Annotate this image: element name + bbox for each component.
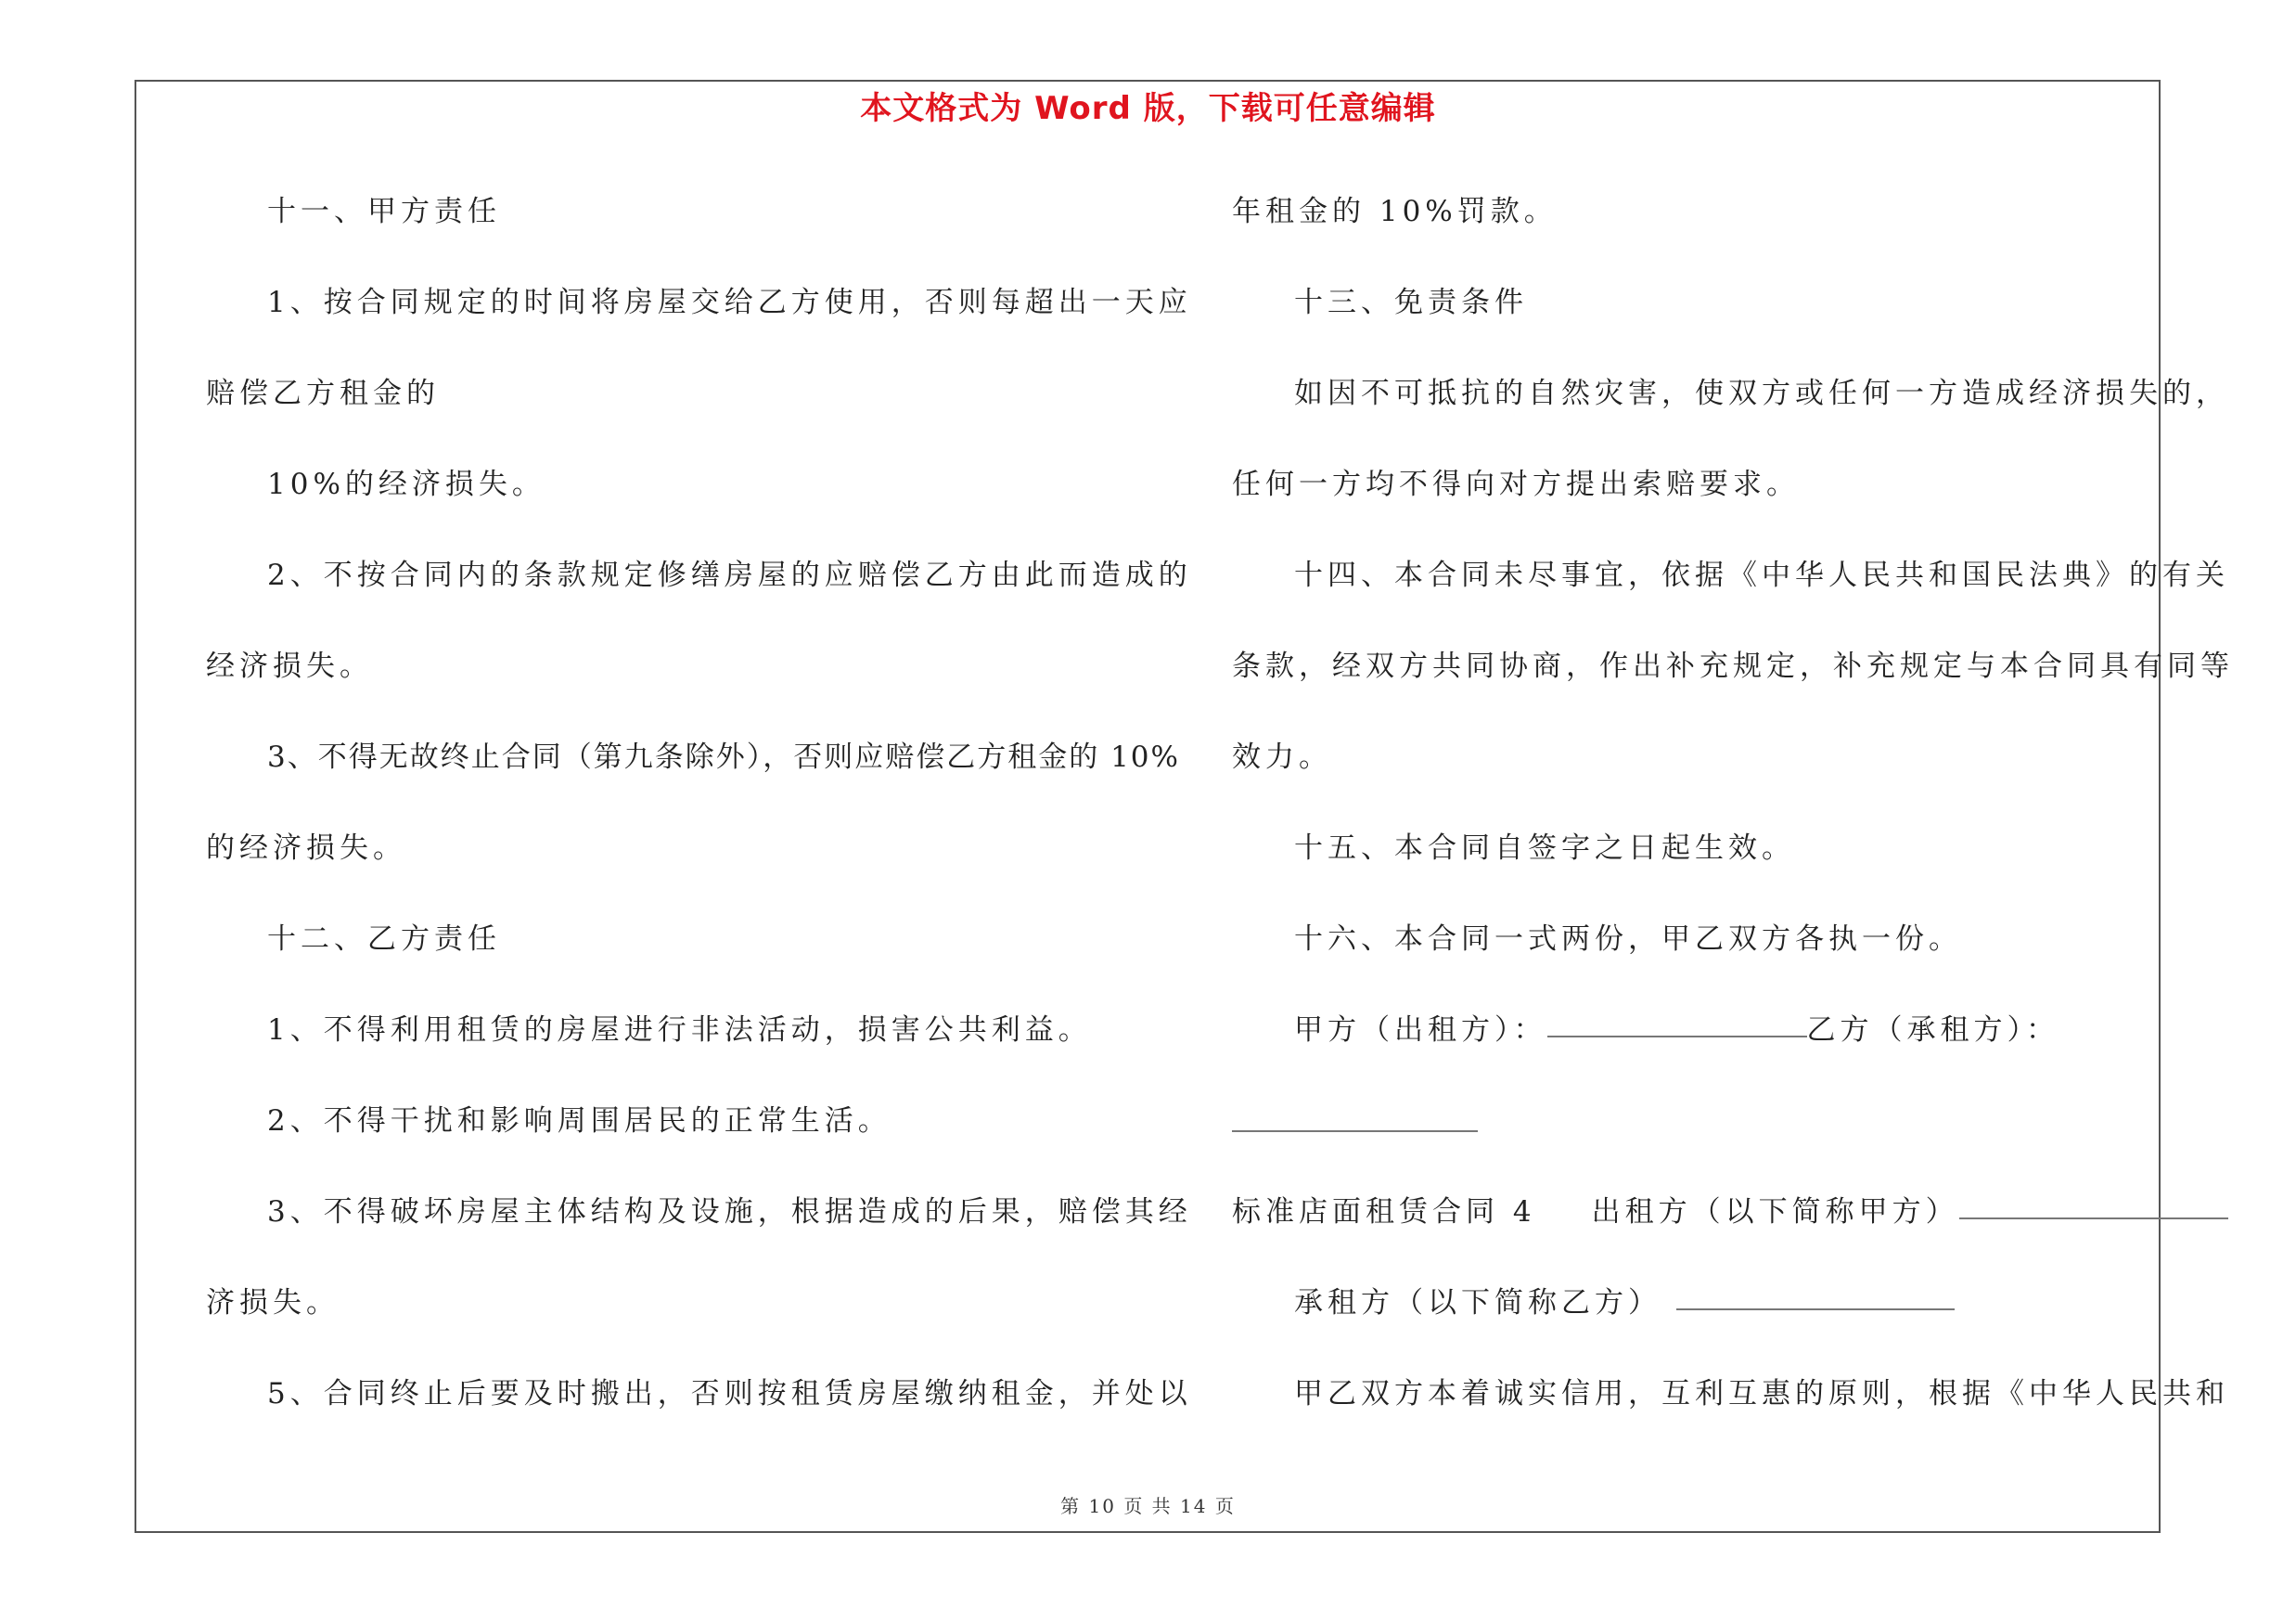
next-contract-title: 标准店面租赁合同 4: [1232, 1195, 1536, 1229]
paragraph-line: 十四、本合同未尽事宜，依据《中华人民共和国民法典》的有关: [1294, 559, 2229, 592]
paragraph-line: 年租金的 10%罚款。: [1232, 195, 1558, 228]
paragraph-line: 任何一方均不得向对方提出索赔要求。: [1232, 468, 1800, 501]
paragraph-line: 2、不得干扰和影响周围居民的正常生活。: [267, 1104, 891, 1138]
heading-section-11: 十一、甲方责任: [267, 195, 501, 228]
paragraph-line: 1、按合同规定的时间将房屋交给乙方使用，否则每超出一天应: [267, 286, 1192, 319]
paragraph-line: 十六、本合同一式两份，甲乙双方各执一份。: [1294, 922, 1962, 956]
lessor-blank: [1959, 1217, 2228, 1219]
heading-section-12: 十二、乙方责任: [267, 922, 501, 956]
paragraph-line: 效力。: [1232, 741, 1332, 774]
party-a-label: 甲方（出租方）：: [1294, 1013, 1547, 1047]
paragraph-line: 3、不得无故终止合同（第九条除外），否则应赔偿乙方租金的 10%: [267, 741, 1180, 774]
lessee-label: 承租方（以下简称乙方）: [1294, 1286, 1661, 1320]
paragraph-line: 十五、本合同自签字之日起生效。: [1294, 831, 1795, 865]
paragraph-line: 1、不得利用租赁的房屋进行非法活动，损害公共利益。: [267, 1013, 1092, 1047]
paragraph-line: 5、合同终止后要及时搬出，否则按租赁房屋缴纳租金，并处以: [267, 1377, 1192, 1410]
party-a-blank: [1547, 1036, 1807, 1037]
contract-intro-line: [1232, 1193, 2228, 1230]
signature-line: [1294, 1011, 2059, 1049]
party-b-label: 乙方（承租方）：: [1806, 1013, 2059, 1047]
paragraph-line: 济损失。: [206, 1286, 340, 1320]
heading-section-13: 十三、免责条件: [1294, 286, 1528, 319]
lessee-line: [1294, 1284, 1955, 1321]
paragraph-line: 2、不按合同内的条款规定修缮房屋的应赔偿乙方由此而造成的: [267, 559, 1192, 592]
paragraph-line: 赔偿乙方租金的: [206, 377, 440, 410]
paragraph-line: 甲乙双方本着诚实信用，互利互惠的原则，根据《中华人民共和: [1294, 1377, 2229, 1410]
paragraph-line: 10%的经济损失。: [267, 468, 545, 501]
paragraph-line: 3、不得破坏房屋主体结构及设施，根据造成的后果，赔偿其经: [267, 1195, 1192, 1229]
format-banner: 本文格式为 Word 版，下载可任意编辑: [860, 90, 1436, 127]
party-b-blank: [1232, 1130, 1478, 1132]
paragraph-line: 经济损失。: [206, 650, 373, 683]
lessor-label: 出租方（以下简称甲方）: [1591, 1195, 1959, 1229]
paragraph-line: 的经济损失。: [206, 831, 406, 865]
page-number: 第 10 页 共 14 页: [1060, 1495, 1236, 1517]
lessee-blank: [1676, 1308, 1955, 1310]
paragraph-line: 如因不可抵抗的自然灾害，使双方或任何一方造成经济损失的，: [1294, 377, 2229, 410]
paragraph-line: 条款，经双方共同协商，作出补充规定，补充规定与本合同具有同等: [1232, 650, 2234, 683]
